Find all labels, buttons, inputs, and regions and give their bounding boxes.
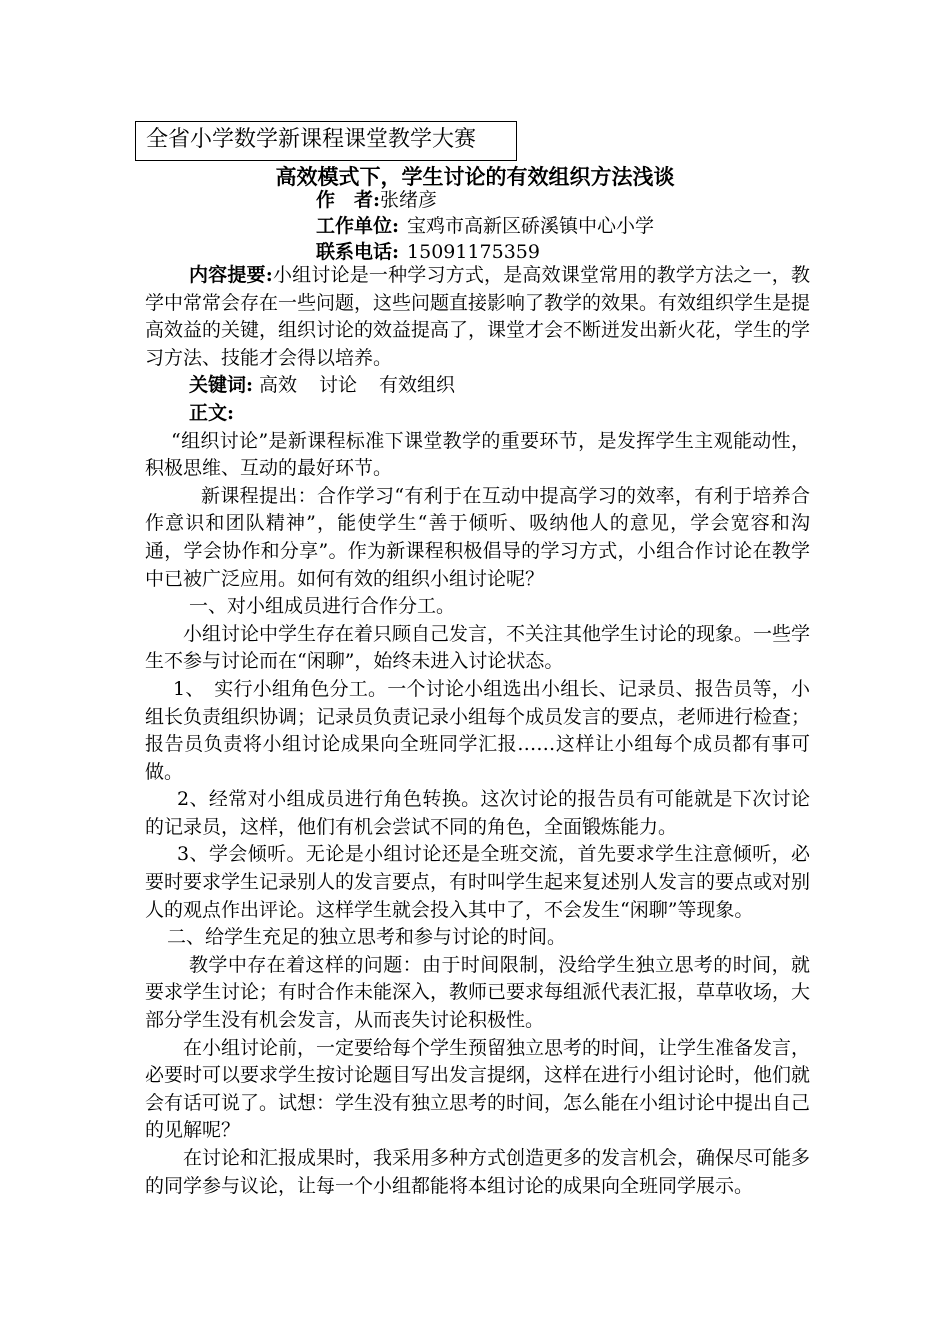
author-line	[316, 187, 437, 213]
paragraph: 2、经常对小组成员进行角色转换。这次讨论的报告员有可能就是下次讨论的记录员，这样，他们有机会尝试不同的角色，全面锻炼能力。	[145, 788, 810, 838]
paragraph: 1、 实行小组角色分工。一个讨论小组选出小组长、记录员、报告员等，小组长负责组织协调；记录员负责记录小组每个成员发言的要点，老师进行检查；报告员负责将小组讨论成果向全班同学汇报……这样让小组每个成员都有事可做。	[145, 677, 811, 783]
paragraph: 新课程提出：合作学习“有利于在互动中提高学习的效率，有利于培养合作意识和团队精神”，能使学生“善于倾听、吸纳他人的意见，学会宽容和沟通，学会协作和分享”。作为新课程积极倡导的学习方式，小组合作讨论在教学中已被广泛应用。如何有效的组织小组讨论呢？	[145, 484, 810, 590]
article-body	[145, 262, 810, 1200]
keyword: 有效组织	[379, 374, 456, 397]
author-name: 张绪彦	[380, 189, 438, 211]
paragraph: 3、学会倾听。无论是小组讨论还是全班交流，首先要求学生注意倾听，必要时要求学生记录别人的发言要点，有时叫学生起来复述别人发言的要点或对别人的观点作出评论。这样学生就会投入其中了，不会发生“闲聊”等现象。	[145, 843, 811, 921]
competition-banner: 全省小学数学新课程课堂教学大赛	[135, 121, 517, 161]
keyword: 讨论	[319, 374, 358, 397]
paragraph: 教学中存在着这样的问题：由于时间限制，没给学生独立思考的时间，就要求学生讨论；有时合作未能深入，教师已要求每组派代表汇报，草草收场，大部分学生没有机会发言，从而丧失讨论积极性。	[145, 953, 811, 1032]
author-label: 作 者:	[316, 189, 381, 211]
paragraph: 小组讨论中学生存在着只顾自己发言，不关注其他学生讨论的现象。一些学生不参与讨论而在“闲聊”，始终未进入讨论状态。	[145, 622, 811, 673]
paragraph: 在小组讨论前，一定要给每个学生预留独立思考的时间，让学生准备发言，必要时可以要求学生按讨论题目写出发言提纲，这样在进行小组讨论时，他们就会有话可说了。试想：学生没有独立思考的时间，怎么能在小组讨论中提出自己的见解呢？	[145, 1036, 811, 1142]
paragraph: 在讨论和汇报成果时，我采用多种方式创造更多的发言机会，确保尽可能多的同学参与议论，让每一个小组都能将本组讨论的成果向全班同学展示。	[145, 1147, 811, 1197]
abstract-text: 小组讨论是一种学习方式，是高效课堂常用的教学方法之一，教学中常常会存在一些问题，这些问题直接影响了教学的效果。有效组织学生是提高效益的关键，组织讨论的效益提高了，课堂才会不断迸发出新火花，学生的学习方法、技能才会得以培养。	[145, 264, 811, 369]
article-title: 高效模式下，学生讨论的有效组织方法浅谈	[275, 164, 675, 189]
paragraph: “组织讨论”是新课程标准下课堂教学的重要环节，是发挥学生主观能动性，积极思维、互动的最好环节。	[145, 429, 810, 480]
abstract-paragraph	[145, 262, 810, 372]
unit-line	[316, 213, 654, 239]
keywords-label: 关键词:	[189, 374, 254, 397]
unit-name: 宝鸡市高新区硚溪镇中心小学	[407, 215, 655, 237]
section-heading: 二、给学生充足的独立思考和参与讨论的时间。	[167, 926, 567, 949]
phone-label: 联系电话:	[316, 241, 400, 263]
section-heading: 一、对小组成员进行合作分工。	[189, 595, 456, 618]
keywords-paragraph	[145, 372, 810, 400]
abstract-label: 内容提要:	[189, 264, 273, 286]
body-label: 正文:	[189, 401, 235, 424]
unit-label: 工作单位:	[316, 215, 400, 237]
keyword: 高效	[259, 374, 298, 397]
phone-number: 15091175359	[407, 241, 540, 263]
